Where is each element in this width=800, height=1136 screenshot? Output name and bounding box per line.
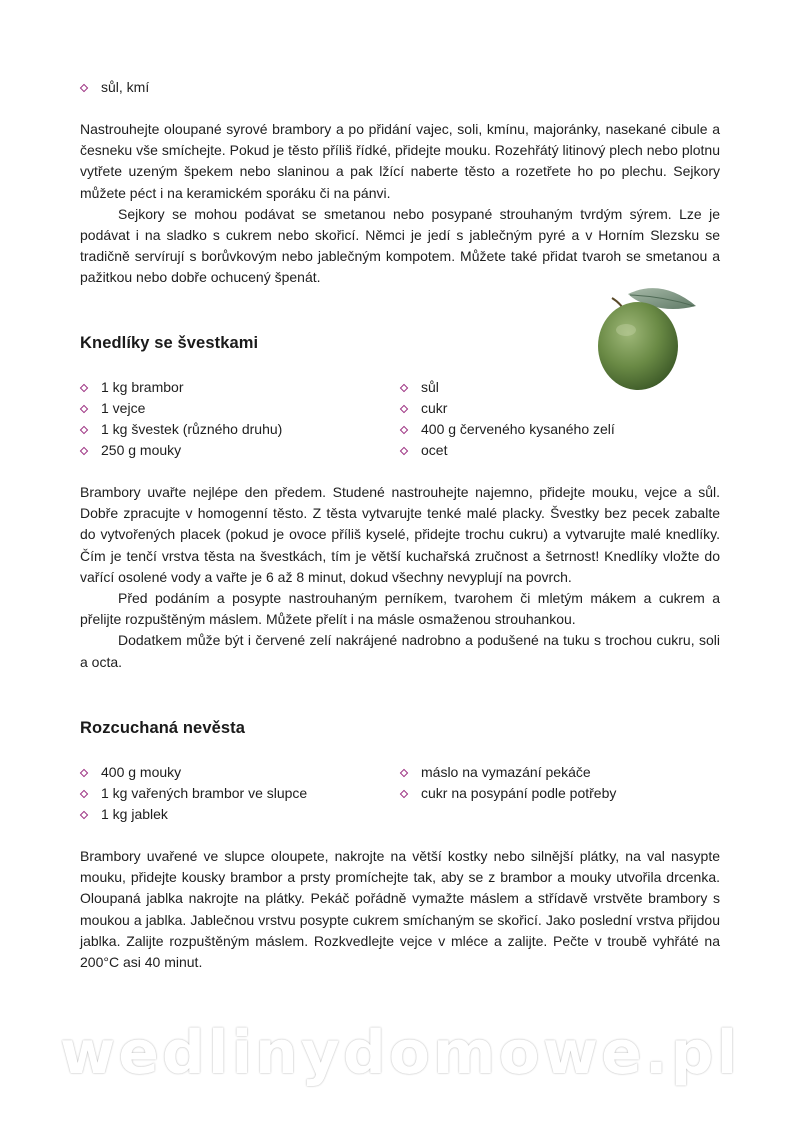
list-item: 1 kg vařených brambor ve slupce (80, 783, 307, 804)
intro-text (80, 119, 720, 289)
ingredient-list-left (80, 377, 282, 461)
list-item: 400 g mouky (80, 762, 307, 783)
ingredient-list-left (80, 762, 307, 825)
paragraph: Před podáním a posypte nastrouhaným perníkem, tvarohem či mletým mákem a cukrem a přelijte rozpuštěným máslem. Můžete přelít i na másle osmaženou strouhankou. (80, 590, 720, 628)
list-item: ocet (400, 440, 615, 461)
paragraph: Dodatkem může být i červené zelí nakrájené nadrobno a podušené na tuku s trochou cukru, soli a octa. (80, 632, 720, 670)
list-item: sůl (400, 377, 615, 398)
list-item: 1 vejce (80, 398, 282, 419)
list-item: 400 g červeného kysaného zelí (400, 419, 615, 440)
recipe2-instructions (80, 846, 720, 973)
ingredient-list-right (400, 762, 616, 804)
list-item: sůl, kmí (80, 77, 149, 98)
list-item: 1 kg brambor (80, 377, 282, 398)
top-ingredient-list (80, 77, 149, 98)
list-item: 250 g mouky (80, 440, 282, 461)
paragraph: Sejkory se mohou podávat se smetanou nebo posypané strouhaným tvrdým sýrem. Lze je podávat i na sladko s cukrem nebo skořicí. Němci je jedí s jablečným pyré a v Horním Slezsku se tradičně servírují s borůvkovým nebo jablečným kompotem. Můžete také přidat tvaroh se smetanou a pažitkou nebo dobře ochucený špenát. (80, 205, 720, 286)
list-item: cukr (400, 398, 615, 419)
recipe2-title: Rozcuchaná nevěsta (80, 719, 246, 737)
list-item: máslo na vymazání pekáče (400, 762, 616, 783)
watermark: wedlinydomowe.pl (59, 1018, 741, 1088)
recipe1-instructions (80, 482, 720, 673)
paragraph: Nastrouhejte oloupané syrové brambory a po přidání vajec, soli, kmínu, majoránky, nasekané cibule a česneku vše smíchejte. Pokud je těsto příliš řídké, přidejte mouku. Rozehřátý litinový plech nebo plotnu vytřete uzeným špekem nebo slaninou a pak lžící naberte těsto a rozetřete ho po plechu. Sejkory můžete péct i na keramickém sporáku či na pánvi. (80, 121, 720, 201)
list-item: 1 kg švestek (různého druhu) (80, 419, 282, 440)
list-item: 1 kg jablek (80, 804, 307, 825)
recipe1-title: Knedlíky se švestkami (80, 334, 259, 352)
paragraph: Brambory uvařené ve slupce oloupete, nakrojte na větší kostky nebo silnější plátky, na val nasypte mouku, přidejte kousky brambor a prsty promíchejte tak, aby se z brambor a mouky utvořila drcenka. Oloupaná jablka nakrojte na plátky. Pekáč pořádně vymažte máslem a střídavě vrstvěte brambory s moukou a jablka. Jablečnou vrstvu posypte cukrem smíchaným se skořicí. Jako poslední vrstva přijdou jablka. Zalijte rozpuštěným máslem. Rozkvedlejte vejce v mléce a zalijte. Pečte v troubě vyhřáté na 200°C asi 40 minut. (80, 848, 720, 971)
ingredient-list-right (400, 377, 615, 461)
list-item: cukr na posypání podle potřeby (400, 783, 616, 804)
paragraph: Brambory uvařte nejlépe den předem. Studené nastrouhejte najemno, přidejte mouku, vejce a sůl. Dobře zpracujte v homogenní těsto. Z těsta vytvarujte tenké malé placky. Švestky bez pecek zabalte do vytvořených placek (pokud je ovoce příliš kyselé, přidejte trochu cukru) a vytvarujte malé knedlíky. Čím je tenčí vrstva těsta na švestkách, tím je větší kuchařská zručnost a šetrnost! Knedlíky vložte do vařící osolené vody a vařte je 6 až 8 minut, dokud všechny nevyplují na povrch. (80, 484, 720, 585)
